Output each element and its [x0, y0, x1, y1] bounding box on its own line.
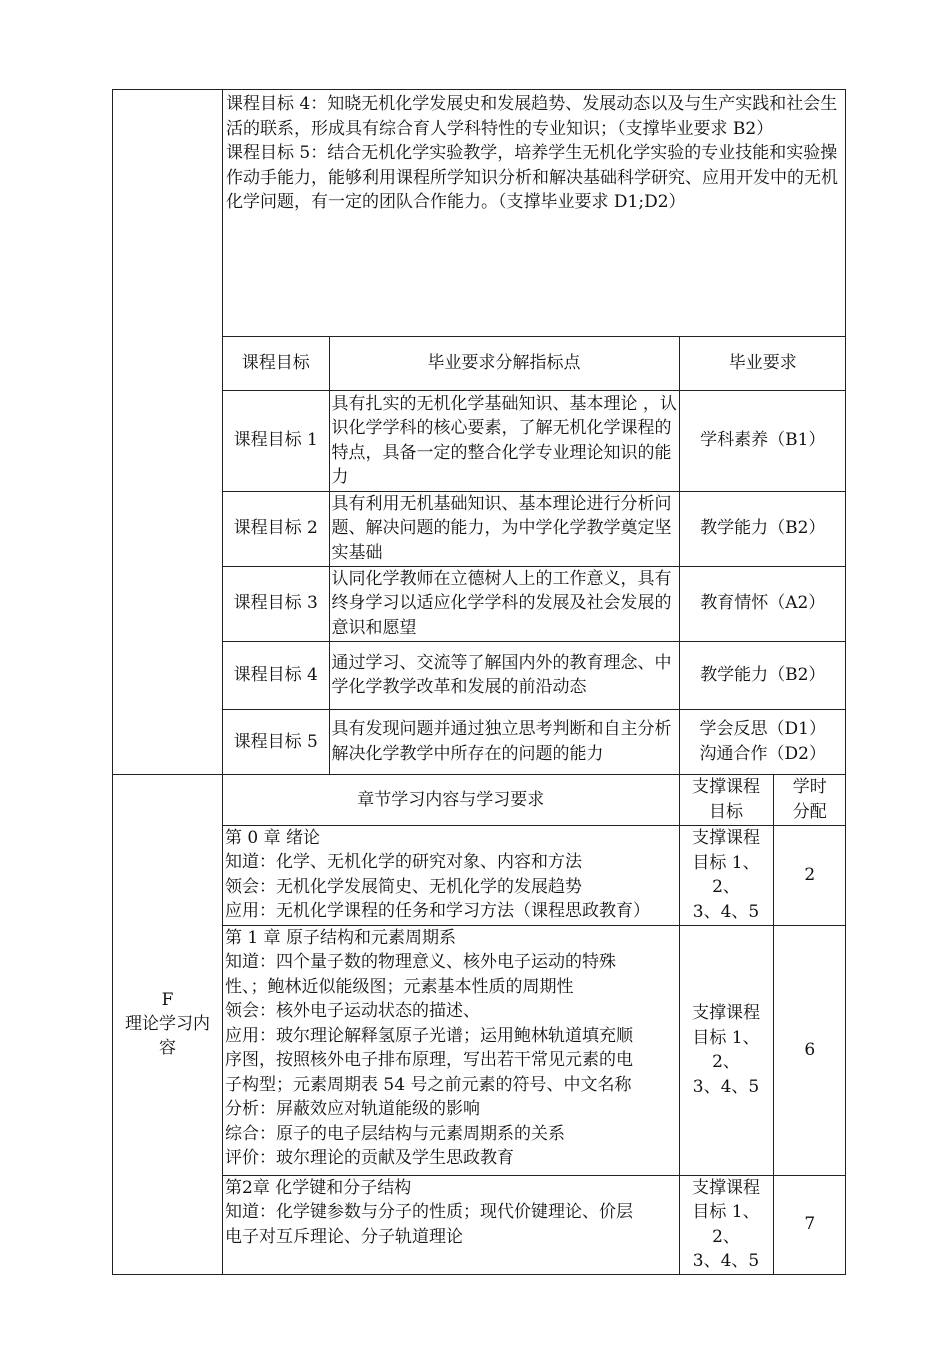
indicator-cell: 具有利用无机基础知识、基本理论进行分析问题、解决问题的能力，为中学化学教学奠定坚实基础	[329, 491, 679, 566]
header-requirement: 毕业要求	[679, 337, 846, 390]
header-support: 支撑课程 目标	[679, 775, 773, 825]
header-hours: 学时 分配	[773, 775, 846, 825]
goal-4-text: 课程目标 4：知晓无机化学发展史和发展趋势、发展动态以及与生产实践和社会生活的联系，形成具有综合育人学科特性的专业知识；（支撑毕业要求 B2）	[226, 94, 838, 139]
section-f-label: F 理论学习内 容	[113, 775, 223, 1275]
mapping-row-3	[223, 566, 846, 641]
chapter-content-table	[223, 775, 846, 1274]
goal-requirement-mapping-table	[223, 337, 846, 774]
indicator-cell: 具有扎实的无机化学基础知识、基本理论 ，认识化学学科的核心要素，了解无机化学课程的特点，具备一定的整合化学专业理论知识的能力	[329, 390, 679, 491]
course-goals-text	[223, 90, 846, 337]
chapter-hours: 6	[773, 925, 846, 1175]
mapping-row-1	[223, 390, 846, 491]
mapping-header-row	[223, 337, 846, 390]
requirement-line: 学会反思（D1）	[699, 719, 826, 740]
chapter-hours: 2	[773, 825, 846, 925]
course-syllabus-table	[112, 89, 846, 1275]
chapter-row-2	[223, 1175, 846, 1274]
mapping-row	[113, 337, 846, 775]
goal-cell: 课程目标 3	[223, 566, 329, 641]
section-f-container	[223, 775, 846, 1275]
goal-cell: 课程目标 2	[223, 491, 329, 566]
mapping-row-5	[223, 709, 846, 774]
chapter-content: 第 0 章 绪论 知道：化学、无机化学的研究对象、内容和方法 领会：无机化学发展简史、无机化学的发展趋势 应用：无机化学课程的任务和学习方法（课程思政教育）	[223, 825, 679, 925]
chapter-content: 第 1 章 原子结构和元素周期系 知道：四个量子数的物理意义、核外电子运动的特殊 性、；鲍林近似能级图；元素基本性质的周期性 领会：核外电子运动状态的描述、 应用：玻尔理论解释氢原子光谱；运用鲍林轨道填充顺 序图，按照核外电子排布原理，写出若干常见元素的电 子构型；元素周期表 54 号之前元素的符号、中文名称 分析：屏蔽效应对轨道能级的影响 综合：原子的电子层结构与元素周期系的关系 评价：玻尔理论的贡献及学生思政教育	[223, 925, 679, 1175]
chapter-support: 支撑课程 目标 1、2、 3、4、5	[679, 925, 773, 1175]
goal-cell: 课程目标 4	[223, 641, 329, 709]
mapping-row-4	[223, 641, 846, 709]
chapter-row-1	[223, 925, 846, 1175]
requirement-cell: 教学能力（B2）	[679, 641, 846, 709]
requirement-line: 沟通合作（D2）	[699, 743, 826, 764]
chapter-header-row	[223, 775, 846, 825]
indicator-cell: 通过学习、交流等了解国内外的教育理念、中学化学教学改革和发展的前沿动态	[329, 641, 679, 709]
goal-cell: 课程目标 5	[223, 709, 329, 774]
header-indicator: 毕业要求分解指标点	[329, 337, 679, 390]
mapping-row-2	[223, 491, 846, 566]
requirement-cell: 教学能力（B2）	[679, 491, 846, 566]
goal-5-text: 课程目标 5：结合无机化学实验教学，培养学生无机化学实验的专业技能和实验操作动手能力，能够利用课程所学知识分析和解决基础科学研究、应用开发中的无机化学问题，有一定的团队合作能力。（支撑毕业要求 D1;D2）	[226, 143, 838, 212]
chapter-support: 支撑课程 目标 1、2、 3、4、5	[679, 1175, 773, 1274]
empty-left-cell	[113, 90, 223, 775]
section-f-row	[113, 775, 846, 1275]
mapping-container	[223, 337, 846, 775]
header-content: 章节学习内容与学习要求	[223, 775, 679, 825]
chapter-support: 支撑课程 目标 1、2、 3、4、5	[679, 825, 773, 925]
requirement-cell: 学科素养（B1）	[679, 390, 846, 491]
requirement-cell	[679, 709, 846, 774]
goals-row	[113, 90, 846, 337]
header-goal: 课程目标	[223, 337, 329, 390]
chapter-row-0	[223, 825, 846, 925]
requirement-cell: 教育情怀（A2）	[679, 566, 846, 641]
chapter-hours: 7	[773, 1175, 846, 1274]
chapter-content: 第2章 化学键和分子结构 知道：化学键参数与分子的性质；现代价键理论、价层 电子对互斥理论、分子轨道理论	[223, 1175, 679, 1274]
indicator-cell: 认同化学教师在立德树人上的工作意义，具有终身学习以适应化学学科的发展及社会发展的意识和愿望	[329, 566, 679, 641]
indicator-cell: 具有发现问题并通过独立思考判断和自主分析解决化学教学中所存在的问题的能力	[329, 709, 679, 774]
goal-cell: 课程目标 1	[223, 390, 329, 491]
